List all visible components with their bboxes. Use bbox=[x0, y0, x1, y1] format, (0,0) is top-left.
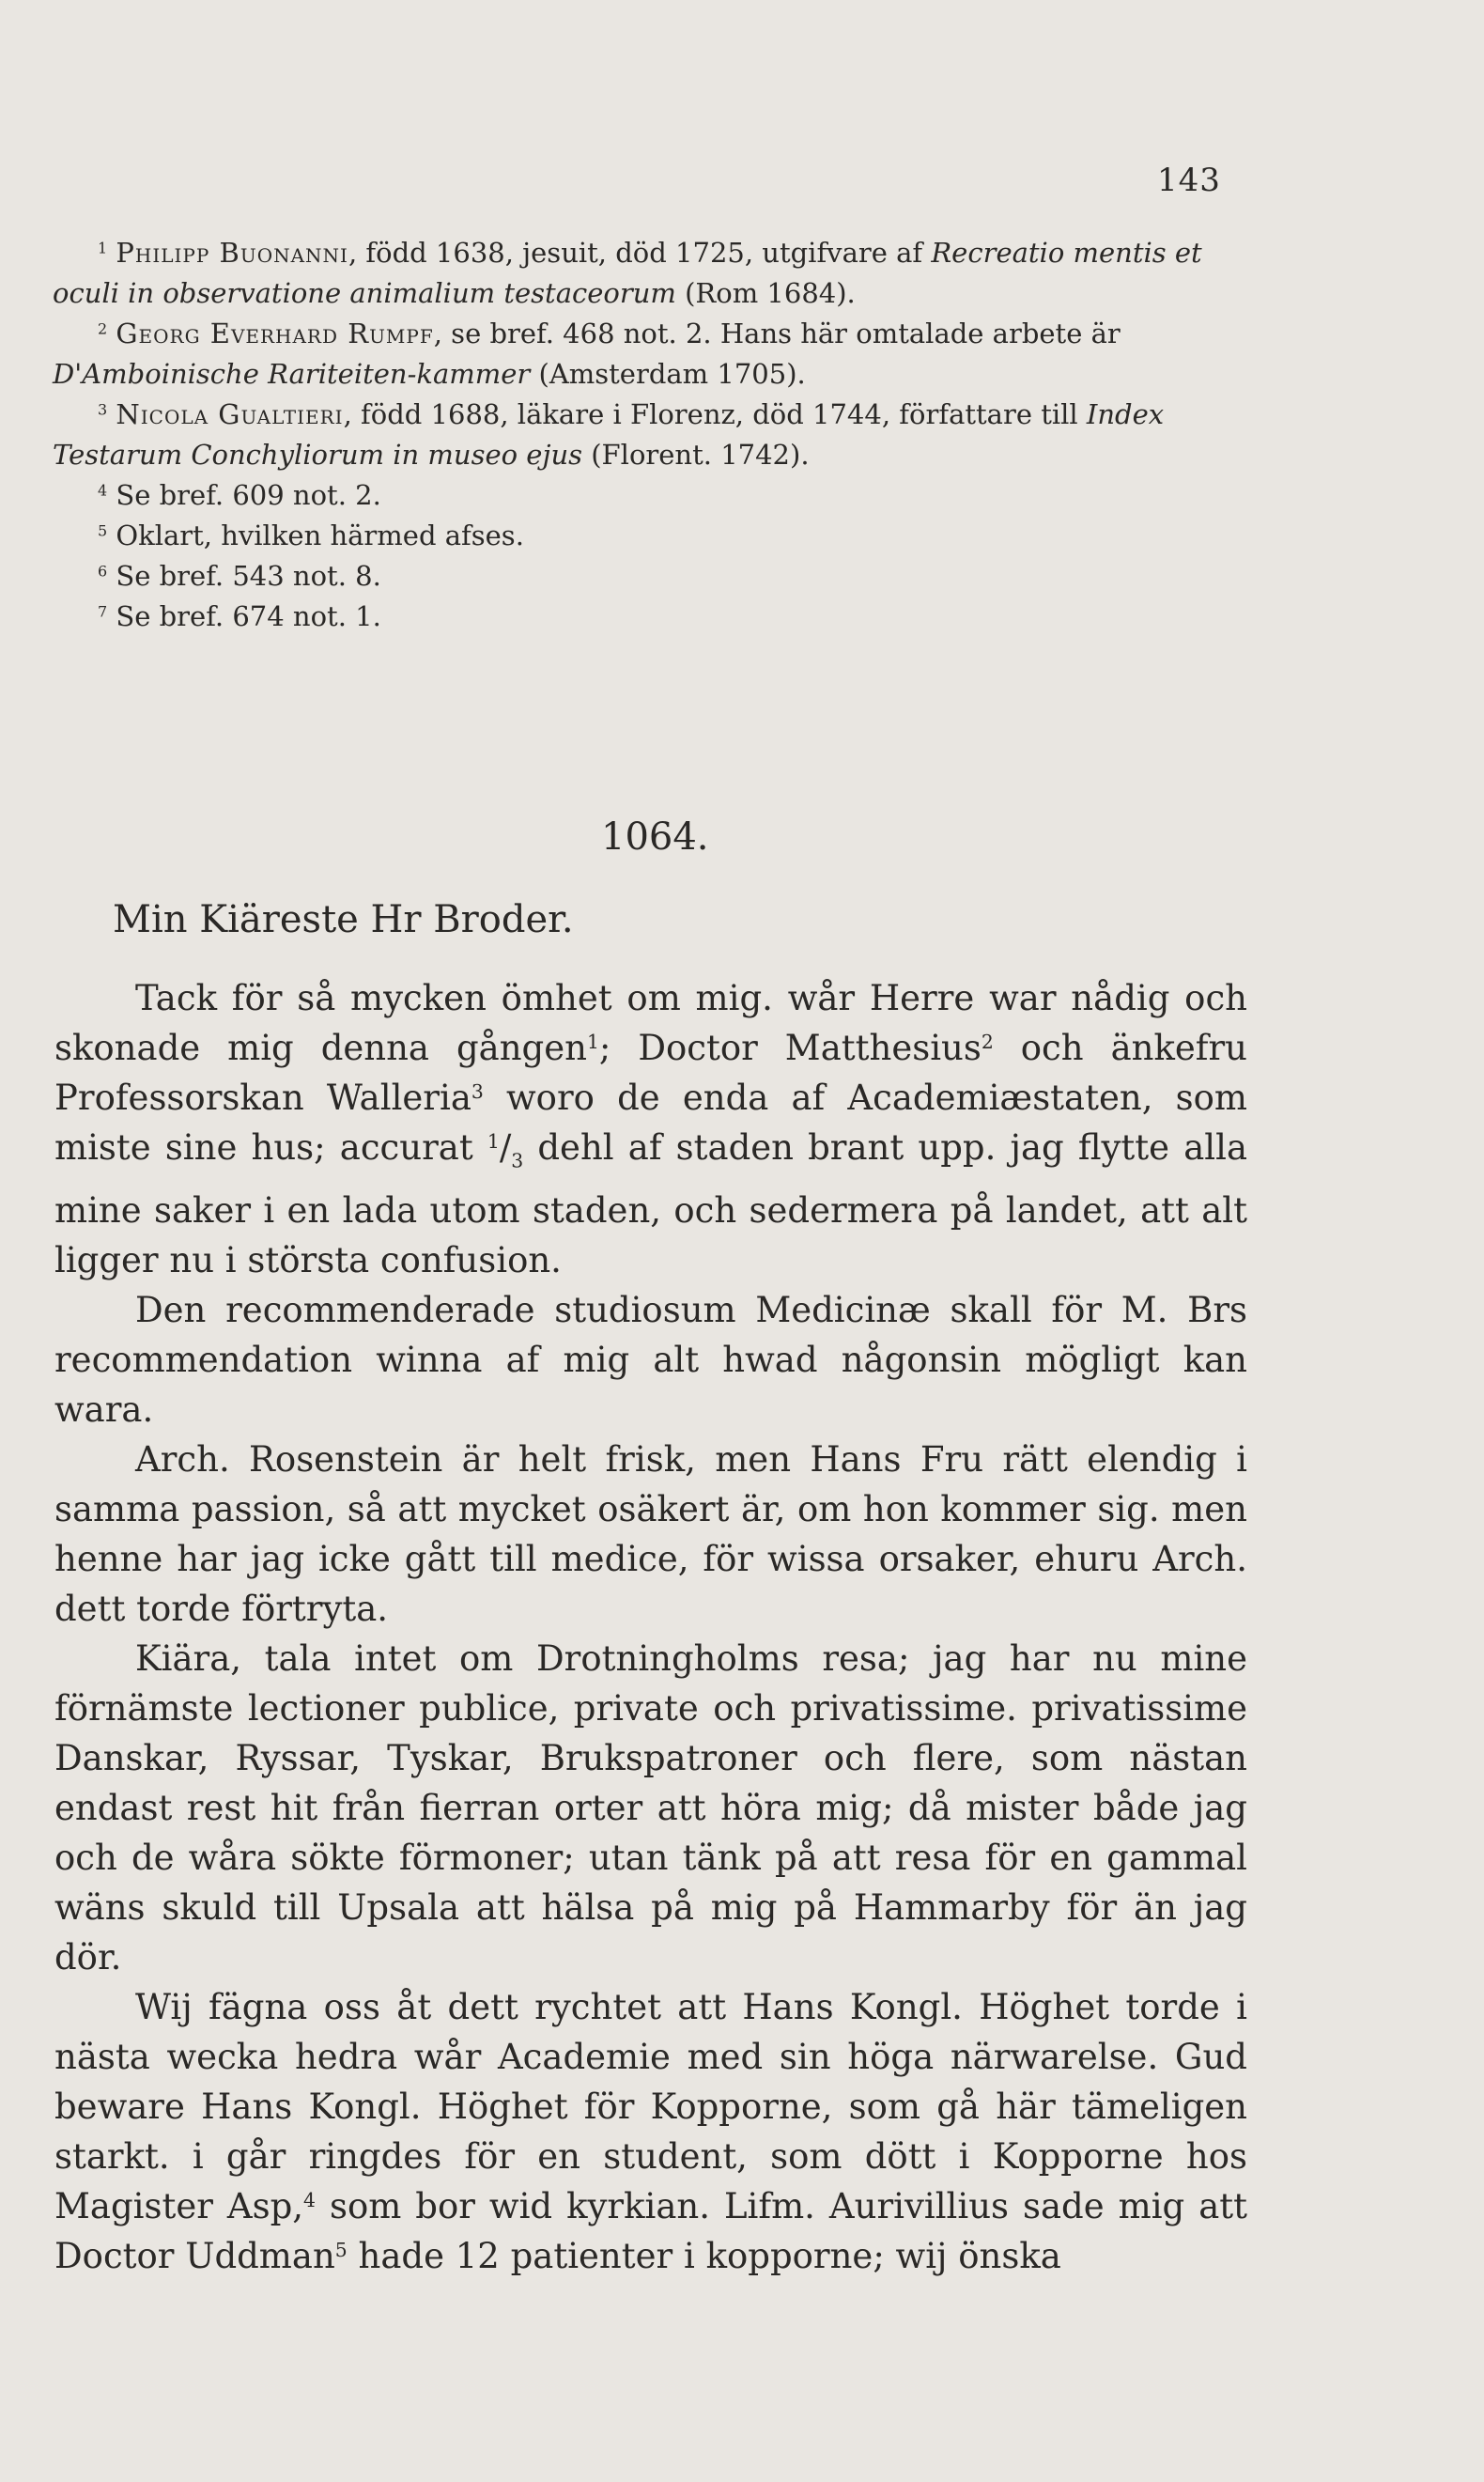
footnote-mark: 3 bbox=[98, 400, 108, 419]
letter-body bbox=[54, 973, 1247, 2281]
footnote-mark: 5 bbox=[98, 521, 108, 540]
footnote-1 bbox=[53, 233, 1245, 314]
fraction-numerator: 1 bbox=[487, 1129, 500, 1153]
footnote-ref: 5 bbox=[334, 2239, 348, 2262]
letter-text: woro de enda af Academiæstaten, som miste sine hus; accurat bbox=[54, 1078, 1247, 1168]
footnote-7 bbox=[53, 597, 1245, 637]
letter-paragraph-3: Arch. Rosenstein är helt frisk, men Hans Fru rätt elendig i samma passion, så att mycket osäkert är, om hon kommer sig. men henne har jag icke gått till medice, för wissa orsaker, ehuru Arch. dett torde förtryta. bbox=[54, 1439, 1247, 1630]
footnote-text: Se bref. 674 not. 1. bbox=[116, 600, 381, 632]
footnote-person: Nicola Gualtieri bbox=[116, 398, 344, 430]
footnote-person: Philipp Buonanni bbox=[116, 237, 348, 269]
footnote-ref: 2 bbox=[981, 1030, 994, 1053]
footnote-4 bbox=[53, 475, 1245, 516]
footnote-mark: 6 bbox=[98, 562, 108, 581]
letter-text: hade 12 patienter i kopporne; wij önska bbox=[347, 2236, 1061, 2277]
footnote-mark: 4 bbox=[98, 481, 108, 500]
footnote-ref: 1 bbox=[586, 1030, 599, 1053]
footnote-title: D'Amboinische Rariteiten-kammer bbox=[53, 358, 531, 390]
footnote-text: (Amsterdam 1705). bbox=[530, 358, 806, 390]
footnote-text: (Florent. 1742). bbox=[582, 439, 810, 471]
letter-text: ; Doctor Matthesius bbox=[598, 1028, 982, 1068]
fraction-denominator: 3 bbox=[511, 1149, 524, 1172]
letter-salutation: Min Kiäreste Hr Broder. bbox=[113, 898, 574, 941]
letter-paragraph-2: Den recommenderade studiosum Medicinæ skall för M. Brs recommendation winna af mig alt hwad någonsin mögligt kan wara. bbox=[54, 1290, 1247, 1431]
letter-number: 1064. bbox=[601, 815, 709, 859]
footnote-text: , se bref. 468 not. 2. Hans här omtalade arbete är bbox=[433, 318, 1121, 349]
footnote-2 bbox=[53, 314, 1245, 395]
letter-paragraph-1: Tack för så mycken ömhet om mig. wår Herre war nådig och skonade mig denna gången$^1$; Doctor Matthesius$^2$ och änkefru Professorskan Walleria$^3$ woro de enda af Academiæstaten, som miste sine hus; accurat $^1/_3$ dehl af staden brant upp. jag flytte alla mine saker i en lada utom staden, och sedermera på landet, att alt ligger nu i största confusion. bbox=[54, 978, 1247, 1281]
footnote-mark: 2 bbox=[98, 319, 108, 338]
letter-text: dehl af staden brant upp. jag flytte alla mine saker i en lada utom staden, och sedermera på landet, att alt ligger nu i största confusion. bbox=[54, 1127, 1247, 1281]
page-number: 143 bbox=[1157, 162, 1221, 199]
footnote-person: Georg Everhard Rumpf bbox=[116, 318, 434, 349]
footnote-title: Recreatio mentis et oculi in observatione animalium testaceorum bbox=[53, 237, 1202, 309]
footnote-text: , född 1688, läkare i Florenz, död 1744, författare till bbox=[343, 398, 1087, 430]
footnote-ref: 4 bbox=[303, 2189, 316, 2212]
footnote-3 bbox=[53, 395, 1245, 475]
letter-text: Wij fägna oss åt dett rychtet att Hans Kongl. Höghet torde i nästa wecka hedra wår Academie med sin höga närwarelse. Gud beware Hans Kongl. Höghet för Kopporne, som gå här tämeligen starkt. i går ringdes för en student, som dött i Kopporne hos Magister Asp, bbox=[54, 1987, 1247, 2227]
footnote-mark: 7 bbox=[98, 602, 108, 621]
footnote-text: (Rom 1684). bbox=[675, 277, 856, 309]
footnote-text: Oklart, hvilken härmed afses. bbox=[116, 520, 524, 551]
footnote-6 bbox=[53, 556, 1245, 597]
footnote-text: Se bref. 543 not. 8. bbox=[116, 560, 381, 592]
footnote-5 bbox=[53, 516, 1245, 556]
letter-text: Tack för så mycken ömhet om mig. wår Herre war nådig och skonade mig denna gången bbox=[54, 978, 1247, 1068]
footnote-mark: 1 bbox=[98, 239, 108, 257]
letter-text: och änkefru Professorskan Walleria bbox=[54, 1028, 1247, 1118]
footnotes bbox=[53, 233, 1245, 637]
letter-paragraph-5 bbox=[54, 1982, 1247, 2281]
letter-text: som bor wid kyrkian. Lifm. Aurivillius sade mig att Doctor Uddman bbox=[54, 2186, 1247, 2277]
letter-paragraph-4: Kiära, tala intet om Drotningholms resa; jag har nu mine förnämste lectioner publice, private och privatissime. privatissime Danskar, Ryssar, Tyskar, Brukspatroner och flere, som nästan endast rest hit från fierran orter att höra mig; då mister både jag och de wåra sökte förmoner; utan tänk på att resa för en gammal wäns skuld till Upsala att hälsa på mig på Hammarby för än jag dör. bbox=[54, 1638, 1247, 1978]
footnote-title: Index Testarum Conchyliorum in museo ejus bbox=[53, 398, 1165, 471]
footnote-text: , född 1638, jesuit, död 1725, utgifvare af bbox=[348, 237, 932, 269]
footnote-text: Se bref. 609 not. 2. bbox=[116, 479, 381, 511]
footnote-ref: 3 bbox=[471, 1079, 484, 1103]
